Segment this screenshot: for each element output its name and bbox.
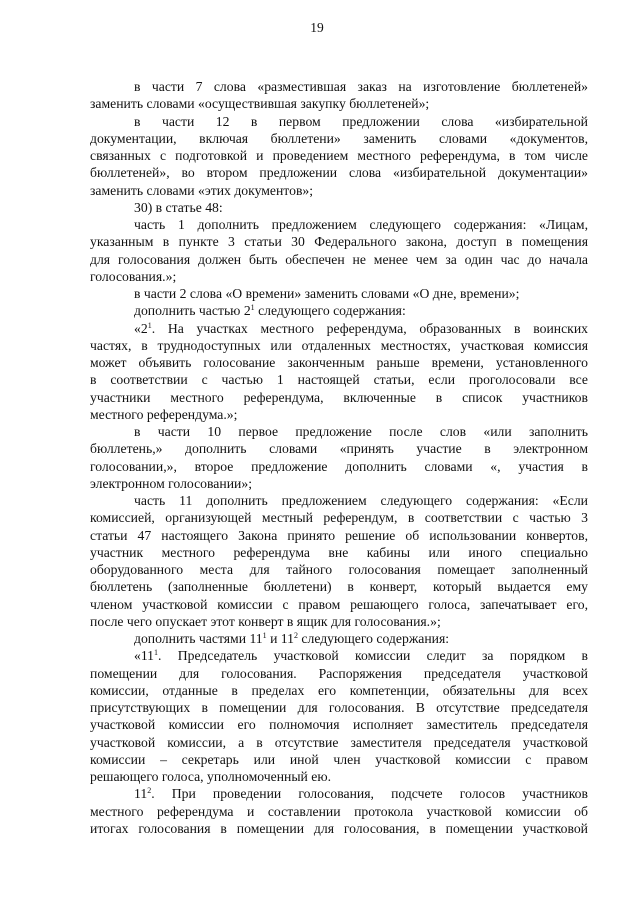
text-line bbox=[90, 699, 588, 716]
text-segment: «11 bbox=[134, 648, 155, 664]
text-segment: комиссии, отданные в пределах его компетенции, обязательны для всех bbox=[90, 682, 588, 698]
text-line bbox=[90, 803, 588, 820]
text-line bbox=[90, 596, 588, 613]
text-segment: в части 7 слова «разместившая заказ на изготовление бюллетеней» bbox=[134, 79, 588, 94]
text-line bbox=[90, 285, 588, 302]
text-line bbox=[90, 716, 588, 733]
text-line bbox=[90, 389, 588, 406]
text-segment: решающего голоса, уполномоченный ею. bbox=[90, 769, 332, 784]
text-segment: комиссией, организующей местный референдум, в соответствии с частью 3 bbox=[90, 510, 588, 526]
text-segment: заменить словами «этих документов»; bbox=[90, 182, 314, 198]
text-segment: . При проведении голосования, подсчете голосов участников bbox=[151, 786, 588, 802]
text-segment: бюллетень,» дополнить словами «принять участие в электронном bbox=[90, 441, 588, 457]
text-segment: дополнить частями 11 bbox=[134, 631, 263, 646]
text-line bbox=[90, 527, 588, 544]
text-segment: итогах голосования в помещении для голосования, в помещении участковой bbox=[90, 820, 588, 836]
text-line bbox=[90, 544, 588, 561]
text-line bbox=[90, 216, 588, 233]
text-segment: статьи 47 настоящего Закона принято решение об использовании конвертов, bbox=[90, 527, 588, 543]
text-line bbox=[90, 147, 588, 164]
text-segment: голосования.»; bbox=[90, 268, 177, 284]
text-segment: 11 bbox=[134, 786, 148, 802]
superscript: 1 bbox=[262, 631, 267, 640]
text-segment: комиссии – секретарь или иной член участковой комиссии с правом bbox=[90, 751, 588, 767]
text-segment: указанным в пункте 3 статьи 30 Федерального закона, доступ в помещения bbox=[90, 234, 588, 250]
text-line bbox=[90, 682, 588, 699]
text-segment: местного референдума и составлении протокола участковой комиссии об bbox=[90, 803, 588, 819]
text-line bbox=[90, 354, 588, 371]
text-line bbox=[90, 164, 588, 181]
text-segment: бюллетеней», во втором предложении слова «избирательной документации» bbox=[90, 165, 588, 181]
text-segment: заменить словами «осуществившая закупку бюллетеней»; bbox=[90, 96, 430, 112]
text-segment: в соответствии с частью 1 настоящей статьи, если проголосовали все bbox=[90, 372, 588, 388]
text-segment: помещении для голосования. Распоряжения председателя участковой bbox=[90, 665, 588, 681]
text-line bbox=[90, 182, 588, 199]
text-segment: оборудованного места для тайного голосования помещает заполненный bbox=[90, 562, 588, 577]
text-segment: участковой комиссии, а в отсутствие заместителя председателя участковой bbox=[90, 734, 588, 750]
text-segment: дополнить частью 2 bbox=[134, 303, 251, 319]
text-line bbox=[90, 113, 588, 130]
text-segment: участник местного референдума вне кабины или иного специально bbox=[90, 544, 588, 560]
text-segment: частях, в труднодоступных или отдаленных местностях, участковая комиссия bbox=[90, 337, 588, 353]
text-segment: после чего опускает этот конверт в ящик для голосования.»; bbox=[90, 613, 441, 629]
text-line bbox=[90, 251, 588, 268]
text-line bbox=[90, 406, 588, 423]
text-segment: следующего содержания: bbox=[254, 303, 406, 319]
text-line bbox=[90, 423, 588, 440]
text-segment: бюллетень (заполненные бюллетени) в конверт, который выдается ему bbox=[90, 579, 588, 595]
text-segment: присутствующих в помещении для голосования. В отсутствие председателя bbox=[90, 700, 588, 715]
text-line bbox=[90, 734, 588, 751]
text-line bbox=[90, 268, 588, 285]
text-line bbox=[90, 78, 588, 95]
text-segment: связанных с подготовкой и проведением местного референдума, в том числе bbox=[90, 148, 588, 163]
text-segment: для голосования должен быть обеспечен не менее чем за один час до начала bbox=[90, 251, 588, 267]
text-segment: может объявить голосование законченным раньше времени, установленного bbox=[90, 355, 588, 370]
text-line bbox=[90, 130, 588, 147]
text-line bbox=[90, 768, 588, 785]
text-line bbox=[90, 561, 588, 578]
text-segment: участковой комиссии его полномочия исполняет заместитель председателя bbox=[90, 717, 588, 733]
text-segment: . Председатель участковой комиссии следит за порядком в bbox=[158, 648, 588, 664]
superscript: 1 bbox=[154, 648, 159, 658]
text-line bbox=[90, 665, 588, 682]
text-segment: в части 12 в первом предложении слова «избирательной bbox=[134, 113, 588, 129]
text-line bbox=[90, 630, 588, 647]
text-segment: в части 2 слова «О времени» заменить словами «О дне, времени»; bbox=[134, 286, 520, 301]
text-segment: «2 bbox=[134, 320, 148, 336]
text-line bbox=[90, 647, 588, 664]
text-segment: голосовании,», второе предложение дополнить словами «, участия в bbox=[90, 458, 588, 474]
text-segment: 30) в статье 48: bbox=[134, 199, 223, 215]
text-line bbox=[90, 320, 588, 337]
superscript: 2 bbox=[147, 786, 152, 796]
text-segment: следующего содержания: bbox=[298, 631, 450, 646]
text-segment: членом участковой комиссии с правом решающего голоса, запечатывает его, bbox=[90, 596, 588, 612]
superscript: 1 bbox=[250, 303, 255, 313]
superscript: 1 bbox=[147, 320, 152, 330]
text-line bbox=[90, 613, 588, 630]
text-segment: местного референдума.»; bbox=[90, 406, 238, 422]
text-line bbox=[90, 475, 588, 492]
text-segment: и 11 bbox=[266, 631, 294, 646]
page-number: 19 bbox=[310, 20, 324, 35]
text-line bbox=[90, 440, 588, 457]
text-line bbox=[90, 337, 588, 354]
superscript: 2 bbox=[294, 631, 298, 640]
text-segment: участники местного референдума, включенные в список участников bbox=[90, 389, 588, 405]
text-segment: электронном голосовании»; bbox=[90, 475, 253, 491]
text-line bbox=[90, 820, 588, 837]
text-line bbox=[90, 233, 588, 250]
text-line bbox=[90, 578, 588, 595]
text-segment: в части 10 первое предложение после слов «или заполнить bbox=[134, 424, 588, 439]
text-line bbox=[90, 371, 588, 388]
text-line bbox=[90, 199, 588, 216]
text-line bbox=[90, 95, 588, 112]
document-body bbox=[90, 78, 588, 837]
text-line bbox=[90, 302, 588, 319]
text-line bbox=[90, 492, 588, 509]
text-segment: часть 11 дополнить предложением следующего содержания: «Если bbox=[134, 493, 588, 508]
text-line bbox=[90, 751, 588, 768]
text-segment: . На участках местного референдума, образованных в воинских bbox=[151, 320, 588, 336]
text-segment: часть 1 дополнить предложением следующего содержания: «Лицам, bbox=[134, 217, 588, 232]
text-segment: документации, включая бюллетени» заменить словами «документов, bbox=[90, 130, 588, 146]
text-line bbox=[90, 509, 588, 526]
text-line bbox=[90, 785, 588, 802]
text-line bbox=[90, 458, 588, 475]
